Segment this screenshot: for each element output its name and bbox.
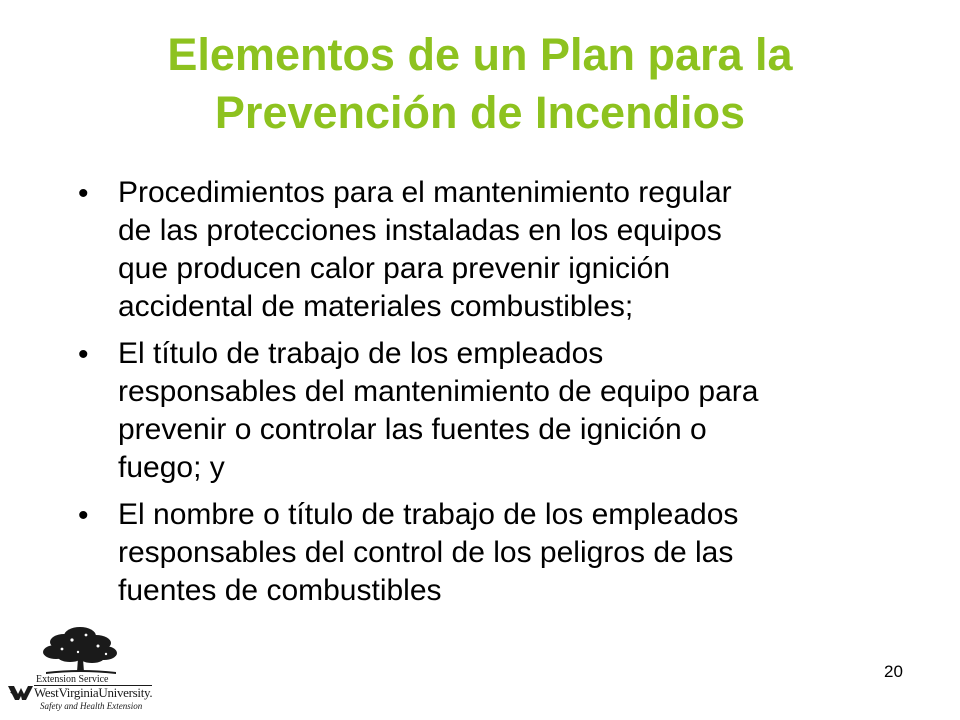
bullet-line: que producen calor para prevenir ignición bbox=[118, 252, 671, 285]
title-line: Prevención de Incendios bbox=[214, 87, 746, 138]
logo-tagline: Safety and Health Extension bbox=[40, 701, 143, 711]
bullet-item bbox=[78, 496, 938, 610]
bullet-marker: • bbox=[78, 177, 89, 210]
bullet-line: responsables del control de los peligros de las bbox=[118, 536, 734, 569]
bullet-text bbox=[118, 335, 938, 487]
slide-title bbox=[40, 26, 920, 142]
bullet-line: responsables del mantenimiento de equipo para bbox=[118, 375, 759, 408]
wvu-extension-logo bbox=[6, 622, 156, 716]
bullet-line: El título de trabajo de los empleados bbox=[118, 337, 604, 370]
bullet-item bbox=[78, 174, 938, 326]
bullet-line: fuentes de combustibles bbox=[118, 574, 442, 607]
bullet-line: fuego; y bbox=[118, 451, 225, 484]
logo-extension-service: Extension Service bbox=[36, 674, 109, 685]
bullet-marker: • bbox=[78, 499, 89, 532]
bullet-line: accidental de materiales combustibles; bbox=[118, 290, 634, 323]
wv-flying-mark-icon bbox=[8, 686, 33, 700]
bullet-marker: • bbox=[78, 338, 89, 371]
bullet-list bbox=[78, 174, 938, 619]
bullet-line: de las protecciones instaladas en los equipos bbox=[118, 214, 722, 247]
bullet-item bbox=[78, 335, 938, 487]
bullet-text bbox=[118, 174, 938, 326]
logo-university-name: WestVirginiaUniversity. bbox=[34, 685, 153, 700]
bullet-line: Procedimientos para el mantenimiento regular bbox=[118, 176, 732, 209]
bullet-line: El nombre o título de trabajo de los empleados bbox=[118, 498, 739, 531]
title-line: Elementos de un Plan para la bbox=[167, 29, 793, 80]
bullet-line: prevenir o controlar las fuentes de ignición o bbox=[118, 413, 707, 446]
page-number: 20 bbox=[884, 662, 903, 681]
bullet-text bbox=[118, 496, 938, 610]
